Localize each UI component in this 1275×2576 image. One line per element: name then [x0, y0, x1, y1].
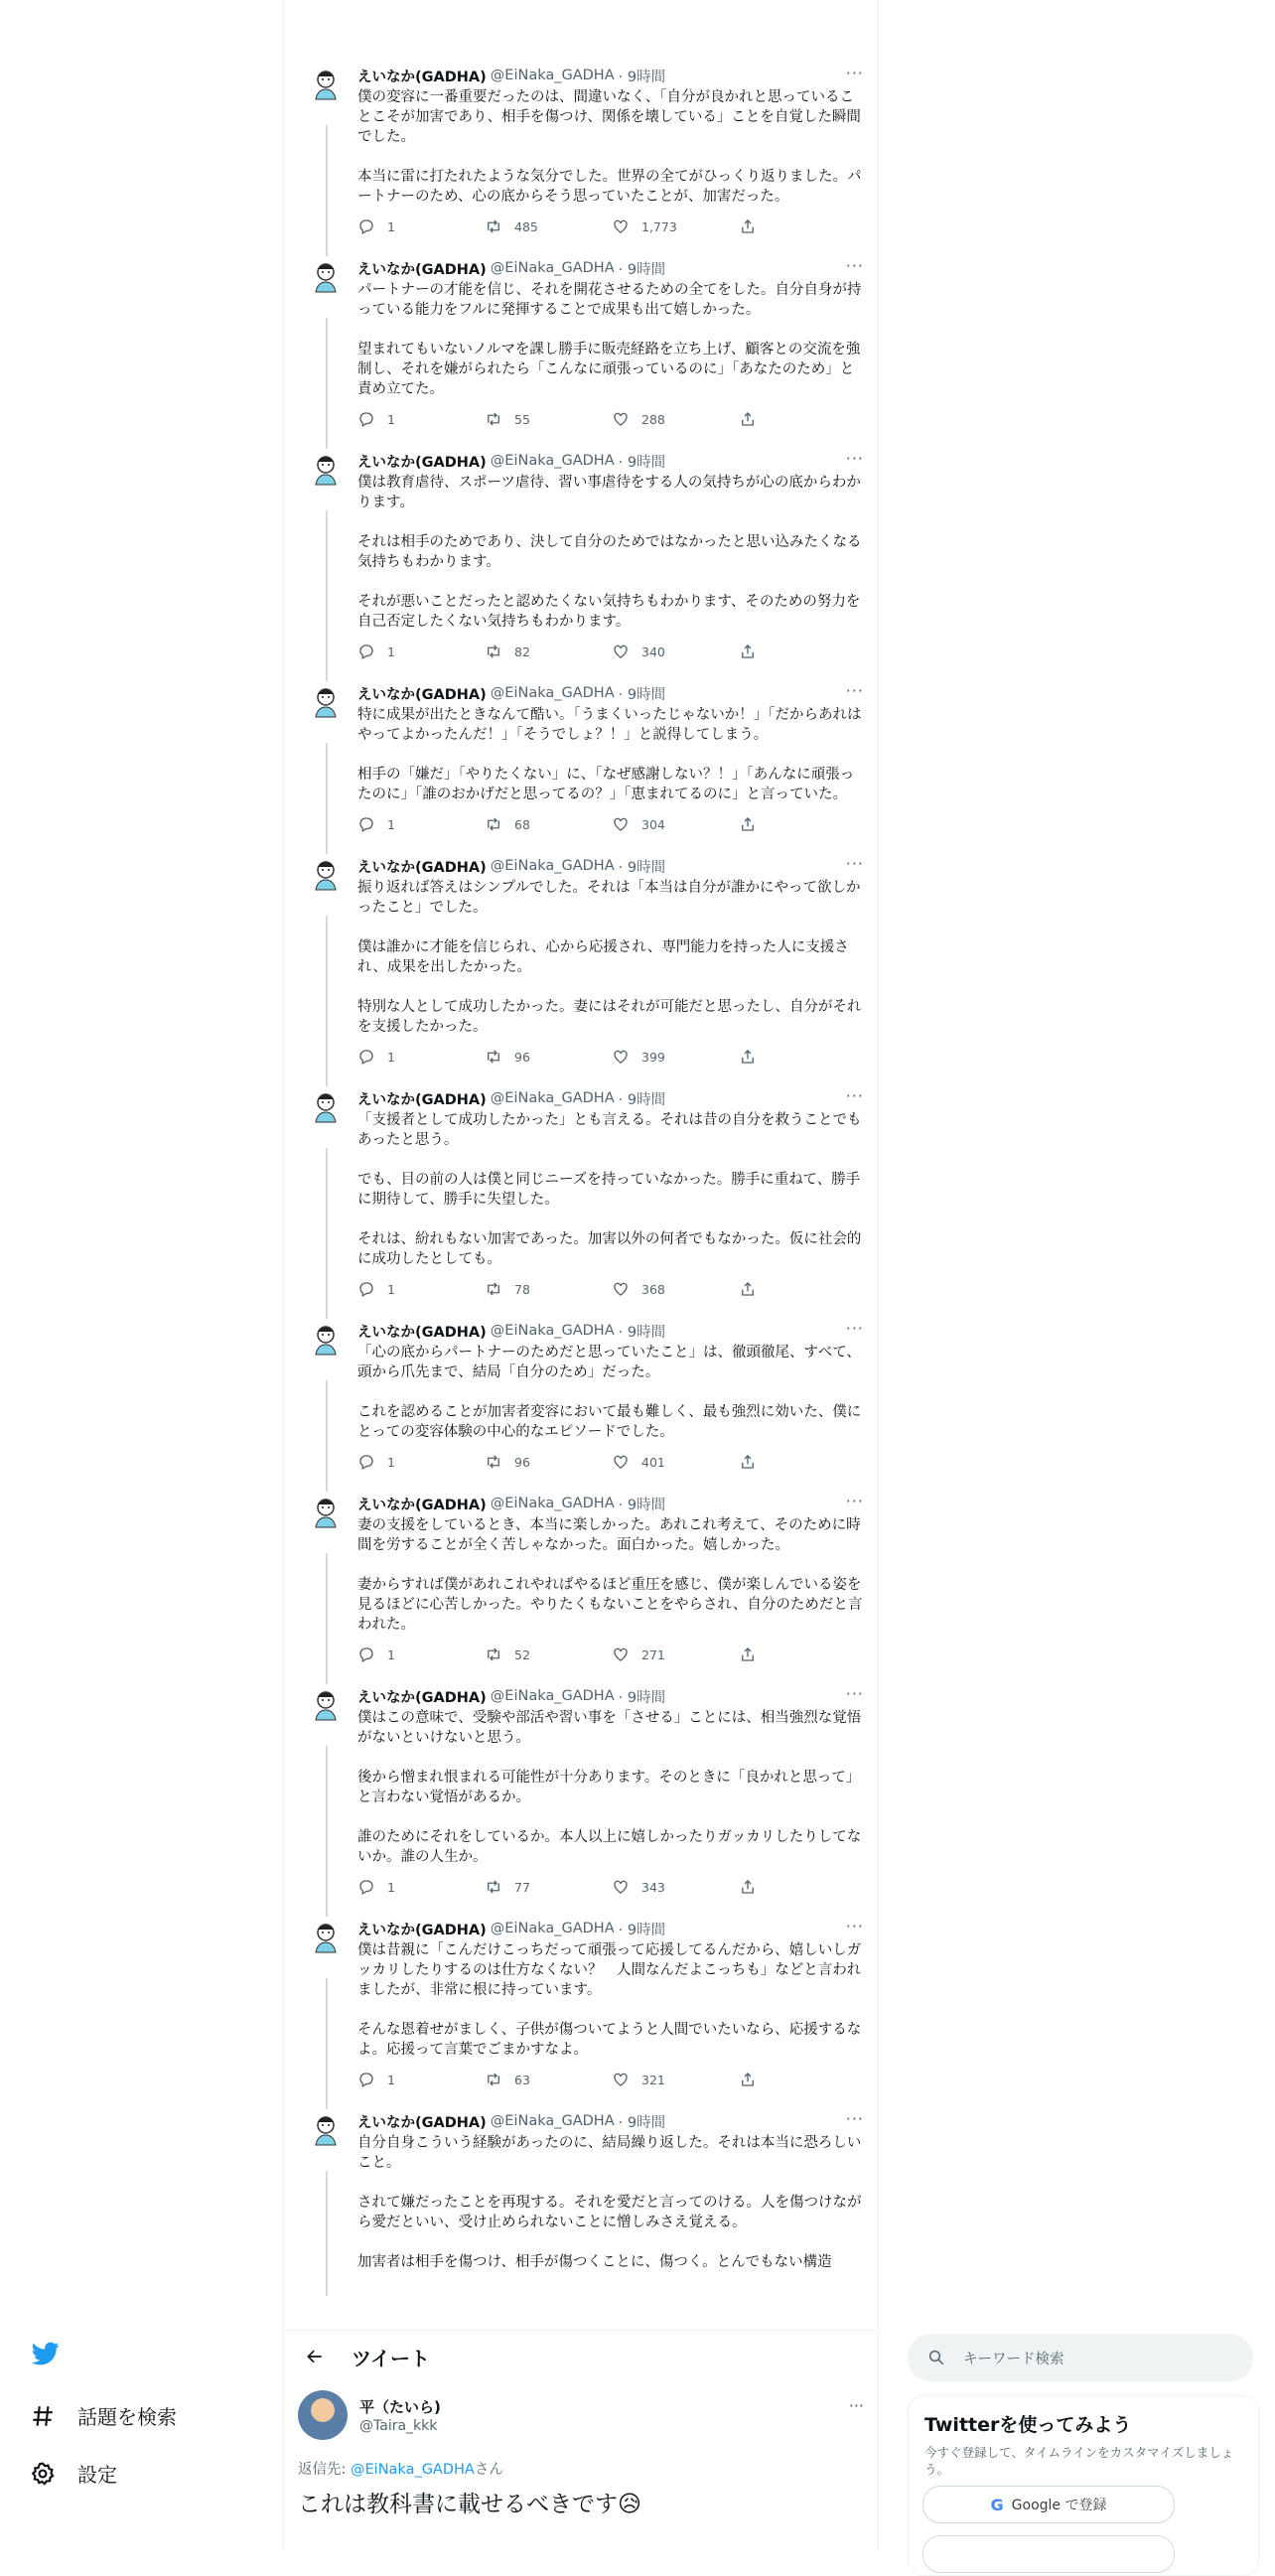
- tweet-header: [357, 1319, 866, 1343]
- author-avatar[interactable]: [306, 449, 346, 489]
- tweet-header: [357, 2109, 866, 2133]
- more-options-icon[interactable]: ···: [848, 2396, 864, 2415]
- google-signup-label: Google で登録: [1011, 2498, 1107, 2513]
- thread-connector-line: [326, 318, 328, 463]
- share-button[interactable]: [739, 1646, 769, 1663]
- tweet-time[interactable]: · 9時間: [618, 2114, 666, 2131]
- author-handle[interactable]: @EiNaka_GADHA: [490, 453, 615, 469]
- tweet-time[interactable]: · 9時間: [618, 1922, 666, 1938]
- more-options-icon[interactable]: ···: [845, 449, 864, 468]
- tweet-paragraph: 「支援者として成功したかった」とも言える。それは昔の自分を救うことでもあったと思う。: [357, 1112, 862, 1148]
- like-count: 343: [641, 1879, 665, 1895]
- search-placeholder: キーワード検索: [963, 2351, 1064, 2367]
- heart-icon: [612, 815, 630, 833]
- author-handle[interactable]: @EiNaka_GADHA: [490, 685, 615, 701]
- tweet-paragraph: 振り返れば答えはシンプルでした。それは「本当は自分が誰かにやって欲しかったこと」でした。: [357, 880, 861, 916]
- tweet-paragraph: 加害者は相手を傷つけ、相手が傷つくことに、傷つく。とんでもない構造: [357, 2254, 832, 2270]
- heart-icon: [612, 410, 630, 428]
- retweet-count: 485: [514, 218, 538, 234]
- share-button[interactable]: [739, 815, 769, 833]
- tweet-time[interactable]: · 9時間: [618, 261, 666, 278]
- page-title: ツイート: [352, 2346, 430, 2370]
- retweet-icon: [485, 217, 502, 235]
- author-avatar[interactable]: [306, 64, 346, 103]
- like-button[interactable]: [612, 815, 739, 833]
- tweet-header: [357, 256, 866, 280]
- tweet-text: [357, 280, 866, 399]
- nav-settings-label: 設定: [77, 2463, 117, 2487]
- reply-icon: [357, 217, 375, 235]
- more-options-icon[interactable]: ···: [845, 1917, 864, 1935]
- like-button[interactable]: [612, 410, 739, 428]
- tweet-actions: [357, 1269, 866, 1309]
- retweet-button[interactable]: [485, 1453, 612, 1471]
- back-button[interactable]: [298, 2340, 332, 2373]
- share-button[interactable]: [739, 1048, 769, 1066]
- tweet[interactable]: [294, 848, 878, 1080]
- nav-explore-label: 話題を検索: [77, 2405, 177, 2429]
- tweet-time[interactable]: · 9時間: [618, 1689, 666, 1706]
- reply-count: 1: [387, 644, 395, 659]
- thread-connector-line: [326, 1978, 328, 2123]
- more-options-icon[interactable]: ···: [845, 1684, 864, 1703]
- author-name[interactable]: えいなか(GADHA): [357, 1497, 487, 1513]
- share-button[interactable]: [739, 1878, 769, 1896]
- retweet-count: 63: [514, 2072, 530, 2087]
- more-options-icon[interactable]: ···: [845, 854, 864, 873]
- like-button[interactable]: [612, 1878, 739, 1896]
- like-count: 288: [641, 411, 665, 427]
- author-avatar[interactable]: [306, 1086, 346, 1126]
- tweet-header: [357, 1917, 866, 1940]
- replying-suffix: さん: [474, 2462, 503, 2478]
- more-options-icon[interactable]: ···: [845, 256, 864, 275]
- retweet-count: 96: [514, 1049, 530, 1065]
- tweet-paragraph: 僕は昔親に「こんだけこっちだって頑張って応援してるんだから、嬉しいしガッカリしたりするのは仕方なくない？ 人間なんだよこっちも」などと言われましたが、非常に根に持っています。: [357, 1942, 862, 1998]
- reply-count: 1: [387, 1049, 395, 1065]
- thread-connector-line: [326, 510, 328, 695]
- reply-icon: [357, 2071, 375, 2088]
- retweet-button[interactable]: [485, 1280, 612, 1298]
- more-options-icon[interactable]: ···: [845, 64, 864, 82]
- search-icon: [927, 2349, 945, 2366]
- retweet-count: 77: [514, 1879, 530, 1895]
- author-name[interactable]: えいなか(GADHA): [357, 859, 487, 876]
- twitter-bird-icon: [30, 2340, 62, 2367]
- retweet-button[interactable]: [485, 643, 612, 660]
- tweet-header: [357, 854, 866, 878]
- reply-count: 1: [387, 816, 395, 832]
- author-name[interactable]: えいなか(GADHA): [357, 2114, 487, 2131]
- retweet-button[interactable]: [485, 410, 612, 428]
- share-icon: [739, 1048, 757, 1066]
- thread-connector-line: [326, 2171, 328, 2296]
- retweet-icon: [485, 1878, 502, 1896]
- tweet-actions: [357, 1635, 866, 1674]
- tweet-paragraph: 相手の「嫌だ」「やりたくない」に、「なぜ感謝しない？！」「あんなに頑張ったのに」「誰のおかげだと思ってるの？」「恵まれてるのに」と言っていた。: [357, 767, 855, 802]
- more-options-icon[interactable]: ···: [845, 1319, 864, 1338]
- author-name[interactable]: えいなか(GADHA): [357, 686, 487, 703]
- reply-count: 1: [387, 1454, 395, 1470]
- signup-button-secondary[interactable]: [922, 2535, 1175, 2573]
- reply-button[interactable]: [357, 1048, 485, 1066]
- like-button[interactable]: [612, 1646, 739, 1663]
- tweet-thread: [294, 58, 878, 2276]
- tweet-actions: [357, 1442, 866, 1482]
- reply-button[interactable]: [357, 2071, 485, 2088]
- heart-icon: [612, 1453, 630, 1471]
- thread-connector-line: [326, 1553, 328, 1698]
- google-signup-button[interactable]: [922, 2486, 1175, 2523]
- reply-button[interactable]: [357, 643, 485, 660]
- reply-icon: [357, 815, 375, 833]
- tweet-time[interactable]: · 9時間: [618, 686, 666, 703]
- like-button[interactable]: [612, 1048, 739, 1066]
- reply-button[interactable]: [357, 1878, 485, 1896]
- retweet-count: 68: [514, 816, 530, 832]
- tweet-text: [357, 1708, 866, 1867]
- reply-author-handle[interactable]: @Taira_kkk: [359, 2418, 438, 2434]
- heart-icon: [612, 217, 630, 235]
- author-avatar[interactable]: [306, 681, 346, 721]
- tweet-paragraph: それが悪いことだったと認めたくない気持ちもわかります、そのための努力を自己否定したくない気持ちもわかります。: [357, 594, 861, 630]
- reply-count: 1: [387, 1281, 395, 1297]
- reply-button[interactable]: [357, 1646, 485, 1663]
- tweet-actions: [357, 207, 866, 246]
- tweet-paragraph: これを認めることが加害者変容において最も難しく、最も強烈に効いた、僕にとっての変容体験の中心的なエピソードでした。: [357, 1404, 862, 1440]
- tweet-header: [284, 2331, 878, 2382]
- author-handle[interactable]: @EiNaka_GADHA: [490, 2113, 615, 2129]
- like-button[interactable]: [612, 2071, 739, 2088]
- tweet[interactable]: [294, 1911, 878, 2103]
- author-handle[interactable]: @EiNaka_GADHA: [490, 260, 615, 276]
- tweet-paragraph: 妻からすれば僕があれこれやればやるほど重圧を感じ、僕が楽しんでいる姿を見るほどに心苦しかった。やりたくもないことをやらされ、自分のためだと言われた。: [357, 1577, 863, 1633]
- tweet-text: [357, 1343, 866, 1442]
- tweet-time[interactable]: · 9時間: [618, 859, 666, 876]
- like-button[interactable]: [612, 1453, 739, 1471]
- tweet-paragraph: 特に成果が出たときなんて酷い。「うまくいったじゃないか！」「だからあれはやってよかったんだ！」「そうでしょ？！」と説得してしまう。: [357, 707, 862, 743]
- share-button[interactable]: [739, 643, 769, 660]
- author-name[interactable]: えいなか(GADHA): [357, 454, 487, 471]
- reply-count: 1: [387, 411, 395, 427]
- tweet-text: [357, 2133, 866, 2272]
- author-handle[interactable]: @EiNaka_GADHA: [490, 1921, 615, 1936]
- author-handle[interactable]: @EiNaka_GADHA: [490, 1688, 615, 1704]
- retweet-count: 96: [514, 1454, 530, 1470]
- author-name[interactable]: えいなか(GADHA): [357, 1091, 487, 1108]
- retweet-icon: [485, 2071, 502, 2088]
- reply-icon: [357, 410, 375, 428]
- author-avatar[interactable]: [306, 256, 346, 296]
- like-count: 401: [641, 1454, 665, 1470]
- tweet-actions: [357, 1037, 866, 1076]
- tweet-detail-panel: [284, 2330, 878, 2551]
- tweet[interactable]: [294, 443, 878, 675]
- retweet-button[interactable]: [485, 1646, 612, 1663]
- share-icon: [739, 2071, 757, 2088]
- share-icon: [739, 1453, 757, 1471]
- tweet-paragraph: 妻の支援をしているとき、本当に楽しかった。あれこれ考えて、そのために時間を労することが全く苦しゃなかった。面白かった。嬉しかった。: [357, 1517, 861, 1553]
- retweet-icon: [485, 1280, 502, 1298]
- reply-icon: [357, 1453, 375, 1471]
- author-avatar[interactable]: [306, 1492, 346, 1531]
- tweet-time[interactable]: · 9時間: [618, 1091, 666, 1108]
- like-count: 321: [641, 2072, 665, 2087]
- nav-explore[interactable]: [30, 2401, 177, 2430]
- right-column-border: [878, 0, 879, 2550]
- author-avatar[interactable]: [306, 1917, 346, 1956]
- tweet-header: [357, 1492, 866, 1515]
- share-icon: [739, 217, 757, 235]
- reply-icon: [357, 1646, 375, 1663]
- reply-avatar[interactable]: [298, 2390, 348, 2440]
- tweet-paragraph: 本当に雷に打たれたような気分でした。世界の全てがひっくり返りました。パートナーのため、心の底からそう思っていたことが、加害だった。: [357, 169, 862, 205]
- retweet-button[interactable]: [485, 1048, 612, 1066]
- heart-icon: [612, 643, 630, 660]
- signup-card: [908, 2395, 1259, 2576]
- hashtag-icon: [30, 2403, 56, 2429]
- author-handle[interactable]: @EiNaka_GADHA: [490, 1090, 615, 1106]
- reply-icon: [357, 643, 375, 660]
- twitter-logo[interactable]: [30, 2340, 64, 2369]
- tweet[interactable]: [294, 675, 878, 848]
- reply-count: 1: [387, 1879, 395, 1895]
- share-icon: [739, 815, 757, 833]
- tweet-paragraph: 僕はこの意味で、受験や部活や習い事を「させる」ことには、相当強烈な覚悟がないといけないと思う。: [357, 1710, 862, 1746]
- reply-count: 1: [387, 1646, 395, 1662]
- signup-card-text: 今すぐ登録して、タイムラインをカスタマイズしましょう。: [924, 2445, 1234, 2477]
- tweet-text: [357, 473, 866, 632]
- tweet-text: [357, 1110, 866, 1269]
- share-button[interactable]: [739, 1280, 769, 1298]
- tweet-time[interactable]: · 9時間: [618, 454, 666, 471]
- like-button[interactable]: [612, 1280, 739, 1298]
- author-name[interactable]: えいなか(GADHA): [357, 1324, 487, 1341]
- author-avatar[interactable]: [306, 1684, 346, 1724]
- more-options-icon[interactable]: ···: [845, 2109, 864, 2128]
- tweet-paragraph: それは、紛れもない加害であった。加害以外の何者でもなかった。仮に社会的に成功したとしても。: [357, 1231, 862, 1267]
- thread-connector-line: [326, 916, 328, 1100]
- reply-count: 1: [387, 2072, 395, 2087]
- tweet-paragraph: でも、目の前の人は僕と同じニーズを持っていなかった。勝手に重ねて、勝手に期待して、勝手に失望した。: [357, 1172, 861, 1208]
- tweet[interactable]: [294, 1486, 878, 1678]
- tweet-actions: [357, 399, 866, 439]
- heart-icon: [612, 1646, 630, 1663]
- tweet[interactable]: [294, 1678, 878, 1911]
- retweet-count: 55: [514, 411, 530, 427]
- like-count: 368: [641, 1281, 665, 1297]
- share-button[interactable]: [739, 2071, 769, 2088]
- tweet-paragraph: されて嫌だったことを再現する。それを愛だと言ってのける。人を傷つけながら愛だといい、受け止められないことに憎しみさえ覚える。: [357, 2195, 862, 2230]
- reply-button[interactable]: [357, 815, 485, 833]
- replying-prefix: 返信先:: [298, 2462, 351, 2478]
- author-name[interactable]: えいなか(GADHA): [357, 69, 487, 85]
- tweet-paragraph: 後から憎まれ恨まれる可能性が十分あります。そのときに「良かれと思って」と言わない覚悟があるか。: [357, 1770, 861, 1805]
- like-count: 304: [641, 816, 665, 832]
- reply-author-name[interactable]: 平（たいら): [359, 2398, 441, 2416]
- more-options-icon[interactable]: ···: [845, 1492, 864, 1510]
- share-icon: [739, 1280, 757, 1298]
- author-handle[interactable]: @EiNaka_GADHA: [490, 68, 615, 83]
- gear-icon: [30, 2461, 56, 2487]
- thread-connector-line: [326, 1746, 328, 1931]
- tweet-time[interactable]: · 9時間: [618, 69, 666, 85]
- reply-icon: [357, 1048, 375, 1066]
- tweet-paragraph: 僕は教育虐待、スポーツ虐待、習い事虐待をする人の気持ちが心の底からわかります。: [357, 475, 861, 510]
- tweet-text: [357, 878, 866, 1037]
- author-handle[interactable]: @EiNaka_GADHA: [490, 858, 615, 874]
- tweet[interactable]: [294, 1080, 878, 1313]
- reply-button[interactable]: [357, 1280, 485, 1298]
- tweet[interactable]: [294, 2103, 878, 2276]
- arrow-left-icon: [305, 2347, 325, 2366]
- tweet-paragraph: 誰のためにそれをしているか。本人以上に嬉しかったりガッカリしたりしてないか。誰の人生か。: [357, 1829, 862, 1865]
- tweet[interactable]: [294, 58, 878, 250]
- tweet-time[interactable]: · 9時間: [618, 1497, 666, 1513]
- tweet-actions: [357, 1867, 866, 1907]
- tweet-paragraph: 特別な人として成功したかった。妻にはそれが可能だと思ったし、自分がそれを支援したかった。: [357, 999, 862, 1035]
- like-count: 1,773: [641, 218, 677, 234]
- like-button[interactable]: [612, 217, 739, 235]
- share-button[interactable]: [739, 410, 769, 428]
- tweet-header: [357, 681, 866, 705]
- tweet-paragraph: そんな恩着せがましく、子供が傷ついてようと人間でいたいなら、応援するなよ。応援って言葉でごまかすなよ。: [357, 2022, 862, 2058]
- tweet-paragraph: それは相手のためであり、決して自分のためではなかったと思い込みたくなる気持ちもわかります。: [357, 534, 862, 570]
- tweet-paragraph: 望まれてもいないノルマを課し勝手に販売経路を立ち上げ、顧客との交流を強制し、それを嫌がられたら「こんなに頑張っているのに」「あなたのため」と責め立てた。: [357, 342, 861, 397]
- more-options-icon[interactable]: ···: [845, 1086, 864, 1105]
- share-button[interactable]: [739, 1453, 769, 1471]
- heart-icon: [612, 2071, 630, 2088]
- tweet[interactable]: [294, 250, 878, 443]
- retweet-icon: [485, 643, 502, 660]
- tweet-paragraph: 僕は誰かに才能を信じられ、心から応援され、専門能力を持った人に支援され、成果を出したかった。: [357, 939, 849, 975]
- retweet-button[interactable]: [485, 217, 612, 235]
- reply-icon: [357, 1878, 375, 1896]
- tweet-paragraph: 「心の底からパートナーのためだと思っていたこと」は、徹頭徹尾、すべて、頭から爪先まで、結局「自分のため」だった。: [357, 1345, 861, 1380]
- left-column-border: [283, 0, 284, 2550]
- author-name[interactable]: えいなか(GADHA): [357, 1689, 487, 1706]
- reply-button[interactable]: [357, 1453, 485, 1471]
- tweet-actions: [357, 804, 866, 844]
- nav-settings[interactable]: [30, 2459, 117, 2488]
- thread-connector-line: [326, 125, 328, 270]
- retweet-count: 82: [514, 644, 530, 659]
- retweet-button[interactable]: [485, 2071, 612, 2088]
- author-handle[interactable]: @EiNaka_GADHA: [490, 1323, 615, 1339]
- reply-button[interactable]: [357, 217, 485, 235]
- share-icon: [739, 1646, 757, 1663]
- share-icon: [739, 1878, 757, 1896]
- tweet-header: [357, 449, 866, 473]
- reply-button[interactable]: [357, 410, 485, 428]
- reply-text: これは教科書に載せるべきです😥: [298, 2492, 641, 2517]
- share-icon: [739, 410, 757, 428]
- tweet-header: [357, 1684, 866, 1708]
- heart-icon: [612, 1280, 630, 1298]
- retweet-icon: [485, 1048, 502, 1066]
- author-name[interactable]: えいなか(GADHA): [357, 1922, 487, 1938]
- retweet-button[interactable]: [485, 815, 612, 833]
- tweet-header: [357, 64, 866, 87]
- tweet[interactable]: [294, 1313, 878, 1486]
- author-avatar[interactable]: [306, 854, 346, 894]
- google-icon: G: [990, 2495, 1004, 2514]
- retweet-icon: [485, 410, 502, 428]
- retweet-icon: [485, 1646, 502, 1663]
- reply-count: 1: [387, 218, 395, 234]
- tweet-actions: [357, 632, 866, 671]
- author-name[interactable]: えいなか(GADHA): [357, 261, 487, 278]
- tweet-text: [357, 1515, 866, 1635]
- tweet-paragraph: パートナーの才能を信じ、それを開花させるための全てをした。自分自身が持っている能力をフルに発揮することで成果も出て嬉しかった。: [357, 282, 862, 318]
- heart-icon: [612, 1878, 630, 1896]
- tweet-time[interactable]: · 9時間: [618, 1324, 666, 1341]
- like-button[interactable]: [612, 643, 739, 660]
- like-count: 271: [641, 1646, 665, 1662]
- retweet-button[interactable]: [485, 1878, 612, 1896]
- author-avatar[interactable]: [306, 1319, 346, 1359]
- tweet-paragraph: 僕の変容に一番重要だったのは、間違いなく、「自分が良かれと思っていることこそが加害であり、相手を傷つけ、関係を壊している」ことを自覚した瞬間でした。: [357, 89, 861, 145]
- like-count: 399: [641, 1049, 665, 1065]
- replying-to: [298, 2458, 503, 2479]
- tweet-header: [357, 1086, 866, 1110]
- author-avatar[interactable]: [306, 2109, 346, 2149]
- tweet-text: [357, 87, 866, 207]
- signup-card-title: Twitterを使ってみよう: [924, 2414, 1132, 2436]
- tweet-paragraph: 自分自身こういう経験があったのに、結局繰り返した。それは本当に恐ろしいこと。: [357, 2135, 862, 2171]
- retweet-count: 52: [514, 1646, 530, 1662]
- thread-connector-line: [326, 1148, 328, 1333]
- retweet-icon: [485, 1453, 502, 1471]
- retweet-icon: [485, 815, 502, 833]
- tweet-actions: [357, 2060, 866, 2099]
- share-button[interactable]: [739, 217, 769, 235]
- replying-to-link[interactable]: @EiNaka_GADHA: [351, 2462, 475, 2478]
- tweet-text: [357, 705, 866, 804]
- search-input[interactable]: [908, 2334, 1253, 2381]
- heart-icon: [612, 1048, 630, 1066]
- more-options-icon[interactable]: ···: [845, 681, 864, 700]
- author-handle[interactable]: @EiNaka_GADHA: [490, 1496, 615, 1511]
- like-count: 340: [641, 644, 665, 659]
- retweet-count: 78: [514, 1281, 530, 1297]
- tweet-text: [357, 1940, 866, 2060]
- reply-icon: [357, 1280, 375, 1298]
- share-icon: [739, 643, 757, 660]
